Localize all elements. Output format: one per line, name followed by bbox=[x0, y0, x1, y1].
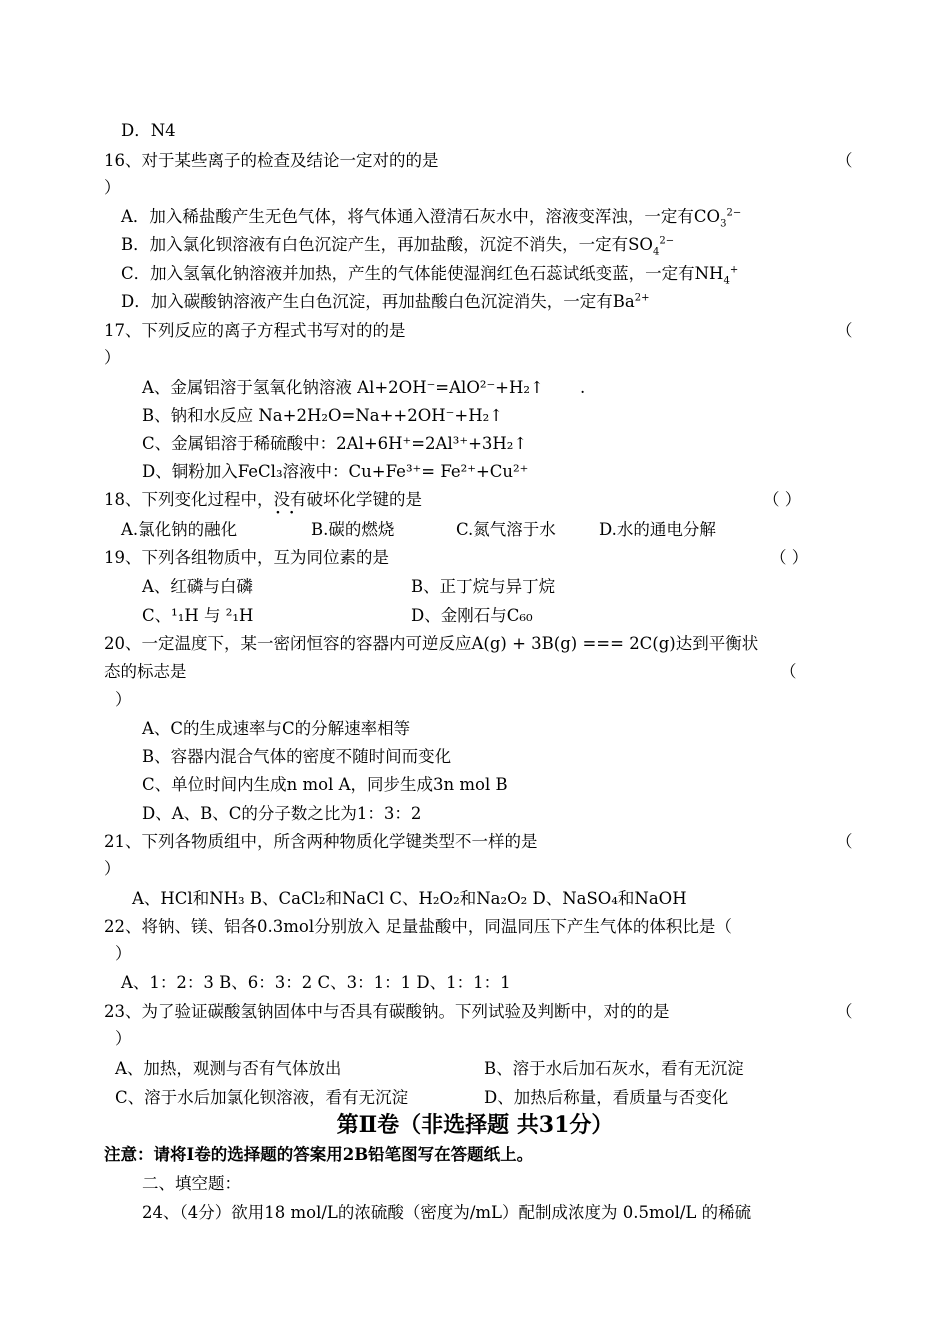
q18-option-a: A.氯化钠的融化 bbox=[121, 520, 238, 539]
q20-paren-open: （ bbox=[780, 662, 797, 681]
q24-stem: 24、（4分）欲用18 mol/L的浓硫酸（密度为/mL）配制成浓度为 0.5mol/L 的稀硫 bbox=[142, 1203, 752, 1222]
q20-stem-line1: 20、一定温度下，某一密闭恒容的容器内可逆反应A(g) + 3B(g) === 2C(g)达到平衡状 bbox=[104, 634, 759, 653]
q21-options: A、HCl和NH₃ B、CaCl₂和NaCl C、H₂O₂和Na₂O₂ D、NaSO₄和NaOH bbox=[132, 889, 687, 908]
q17-option-a: A、金属铝溶于氢氧化钠溶液 Al+2OH⁻=AlO²⁻+H₂↑ bbox=[142, 378, 544, 397]
q16-option-a: A．加入稀盐酸产生无色气体，将气体通入澄清石灰水中，溶液变浑浊，一定有$CO_3^{2-}$ bbox=[121, 207, 742, 230]
q20-stem-line2: 态的标志是 bbox=[104, 662, 187, 681]
q16-option-d: D．加入碳酸钠溶液产生白色沉淀，再加盐酸白色沉淀消失，一定有$Ba^{2+}$ bbox=[121, 292, 650, 311]
q18-emphasis: 没有 · · bbox=[274, 489, 307, 511]
q21-stem: 21、下列各物质组中，所含两种物质化学键类型不一样的是 bbox=[104, 832, 538, 851]
q20-paren-close: ） bbox=[115, 690, 132, 709]
q18-option-d: D.水的通电分解 bbox=[599, 520, 716, 539]
q17-paren-open: （ bbox=[836, 321, 853, 340]
q16-option-b: B．加入氯化钡溶液有白色沉淀产生，再加盐酸，沉淀不消失，一定有$SO_4^{2-}$ bbox=[121, 235, 675, 258]
q18-option-c: C.氮气溶于水 bbox=[456, 520, 556, 539]
q21-paren-open: （ bbox=[836, 832, 853, 851]
q16-paren-close: ） bbox=[104, 178, 121, 197]
q16-paren-open: （ bbox=[836, 151, 853, 170]
q23-option-a: A、加热，观测与否有气体放出 bbox=[115, 1059, 342, 1078]
q19-paren: （ ） bbox=[770, 548, 809, 567]
q23-option-b: B、溶于水后加石灰水，看有无沉淀 bbox=[484, 1059, 744, 1078]
q17-option-c: C、金属铝溶于稀硫酸中：2Al+6H⁺=2Al³⁺+3H₂↑ bbox=[142, 434, 528, 453]
q23-option-d: D、加热后称量，看质量与否变化 bbox=[484, 1088, 729, 1107]
q15-option-d: D．N4 bbox=[121, 121, 176, 140]
q18-option-b: B.碳的燃烧 bbox=[311, 520, 395, 539]
q19-option-c: C、¹₁H 与 ²₁H bbox=[142, 606, 254, 625]
q19-option-b: B、正丁烷与异丁烷 bbox=[411, 577, 556, 596]
q18-stem: 18、下列变化过程中，没有 · ·破坏化学键的是 bbox=[104, 489, 422, 511]
q23-option-c: C、溶于水后加氯化钡溶液，看有无沉淀 bbox=[115, 1088, 409, 1107]
q18-paren: （ ） bbox=[763, 490, 802, 509]
q23-stem: 23、为了验证碳酸氢钠固体中与否具有碳酸钠。下列试验及判断中，对的的是 bbox=[104, 1002, 670, 1021]
q23-paren-open: （ bbox=[836, 1002, 853, 1021]
part2-heading: 第Ⅱ卷（非选择题 共31分） bbox=[336, 1112, 614, 1138]
q23-paren-close: ） bbox=[115, 1029, 132, 1048]
q19-option-d: D、金刚石与C₆₀ bbox=[411, 606, 533, 625]
q17-option-d: D、铜粉加入FeCl₃溶液中：Cu+Fe³⁺= Fe²⁺+Cu²⁺ bbox=[142, 462, 529, 481]
q22-options: A、1：2：3 B、6：3：2 C、3：1：1 D、1：1：1 bbox=[121, 973, 511, 992]
q16-stem: 16、对于某些离子的检查及结论一定对的的是 bbox=[104, 151, 439, 170]
q17-option-b: B、钠和水反应 Na+2H₂O=Na++2OH⁻+H₂↑ bbox=[142, 406, 504, 425]
part2-note: 注意：请将Ⅰ卷的选择题的答案用2B铅笔图写在答题纸上。 bbox=[104, 1145, 534, 1164]
q17-stem: 17、下列反应的离子方程式书写对的的是 bbox=[104, 321, 406, 340]
q20-option-b: B、容器内混合气体的密度不随时间而变化 bbox=[142, 747, 452, 766]
q21-paren-close: ） bbox=[104, 859, 121, 878]
q20-option-d: D、A、B、C的分子数之比为1：3：2 bbox=[142, 804, 422, 823]
section-fill-in: 二、填空题： bbox=[142, 1174, 241, 1193]
q16-option-c: C．加入氢氧化钠溶液并加热，产生的气体能使湿润红色石蕊试纸变蓝，一定有$NH_4^+$ bbox=[121, 264, 739, 287]
q17-option-a-dot: . bbox=[580, 378, 586, 397]
q20-option-c: C、单位时间内生成n mol A，同步生成3n mol B bbox=[142, 775, 508, 794]
q20-option-a: A、C的生成速率与C的分解速率相等 bbox=[142, 719, 411, 738]
q22-paren-close: ） bbox=[115, 944, 132, 963]
q17-paren-close: ） bbox=[104, 348, 121, 367]
q19-stem: 19、下列各组物质中，互为同位素的是 bbox=[104, 548, 389, 567]
q19-option-a: A、红磷与白磷 bbox=[142, 577, 253, 596]
q22-stem: 22、将钠、镁、铝各0.3mol分别放入 足量盐酸中，同温同压下产生气体的体积比是（ bbox=[104, 917, 732, 936]
